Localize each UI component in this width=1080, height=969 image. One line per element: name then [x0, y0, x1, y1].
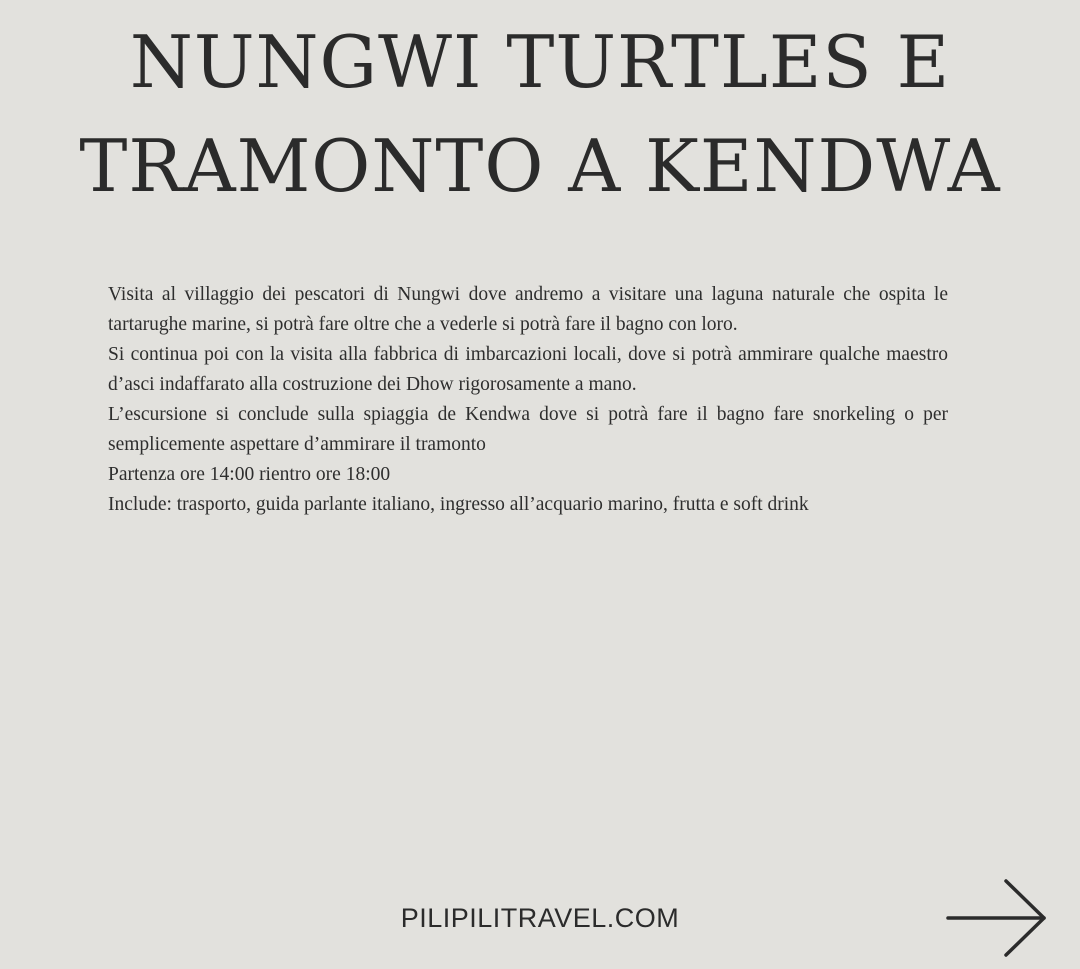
paragraph-includes: Include: trasporto, guida parlante italiano, ingresso all’acquario marino, frutta e soft drink: [108, 494, 809, 515]
website-link[interactable]: PILIPILITRAVEL.COM: [400, 903, 680, 933]
page-title: [0, 10, 1080, 218]
title-line-1: NUNGWI TURTLES E: [129, 20, 951, 104]
paragraph-schedule: Partenza ore 14:00 rientro ore 18:00: [108, 464, 391, 485]
arrow-right-icon[interactable]: [946, 878, 1050, 960]
paragraph-lagoon: Visita al villaggio dei pescatori di Nungwi dove andremo a visitare una laguna naturale che ospita le tartarughe marine, si potrà fare oltre che a vederle si potrà fare il bagno con loro.: [108, 284, 948, 335]
description: [108, 280, 948, 520]
paragraph-boatyard: Si continua poi con la visita alla fabbrica di imbarcazioni locali, dove si potrà ammirare qualche maestro d’asci indaffarato alla costruzione dei Dhow rigorosamente a mano.: [108, 344, 948, 395]
title-line-2: TRAMONTO A KENDWA: [79, 124, 1001, 208]
paragraph-kendwa: L’escursione si conclude sulla spiaggia de Kendwa dove si potrà fare il bagno fare snorkeling o per semplicemente aspettare d’ammirare il tramonto: [108, 404, 948, 455]
